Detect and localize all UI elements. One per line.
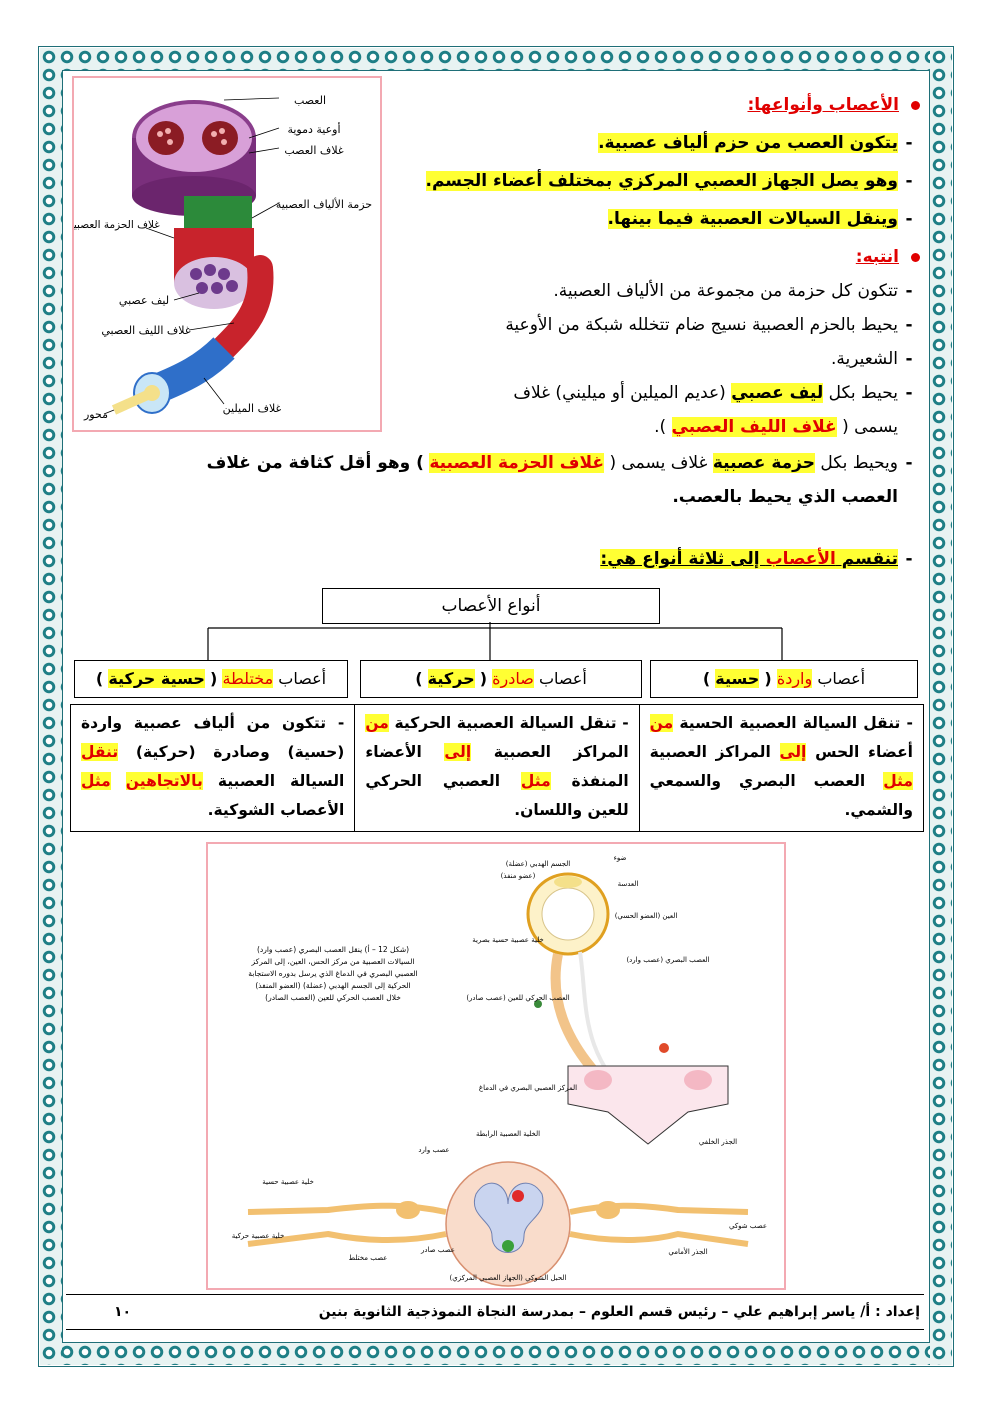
note-4-line2: العصب الذي يحيط بالعصب. xyxy=(672,487,898,507)
nerve-types-title: أنواع الأعصاب xyxy=(322,588,660,624)
desc-key: إلى xyxy=(779,743,807,761)
desc-text: أعضاء الحس xyxy=(815,743,913,761)
type-alias: حسية حركية xyxy=(108,669,205,688)
label-ciliary: الجسم الهدبي (عضلة) xyxy=(505,860,571,868)
note-4-term: حزمة عصبية xyxy=(712,453,815,473)
desc-text: تنقل السيالة العصبية الحسية xyxy=(679,714,901,732)
note-heading: انتبه: xyxy=(855,247,899,267)
note-2-a: يحيط بالحزم العصبية نسيج ضام تتخلله شبكة من الأوعية xyxy=(505,315,898,335)
type-name: واردة xyxy=(776,669,813,688)
desc-text: الأعضاء المنفذة xyxy=(365,743,629,790)
label-visual-center: المركز العصبي البصري في الدماغ xyxy=(478,1084,578,1092)
label-optic: العصب البصري (عصب وارد) xyxy=(626,956,710,964)
label-mixed: عصب مختلط xyxy=(348,1254,388,1262)
desc-key: تنقل xyxy=(81,743,119,761)
paren-close: ) xyxy=(95,669,104,688)
label-blood-vessels: أوعية دموية xyxy=(287,123,341,136)
division-pre: تنقسم xyxy=(835,549,898,569)
label-receptor: خلية عصبية حسية بصرية xyxy=(472,936,544,944)
page-footer xyxy=(66,1294,924,1330)
paren-open: ( xyxy=(764,669,772,688)
type-mixed xyxy=(74,660,348,698)
type-prefix: أعصاب xyxy=(538,669,587,688)
type-prefix: أعصاب xyxy=(817,669,866,688)
note-section xyxy=(505,240,920,444)
type-afferent xyxy=(650,660,918,698)
bullet-dot-icon xyxy=(911,101,920,110)
dash-icon: - xyxy=(905,209,913,229)
desc-efferent: - تنقل السيالة العصبية الحركية من المراكز العصبية إلى الأعضاء المنفذة مثل العصبي الحركي للعين واللسان. xyxy=(354,705,638,831)
label-dorsal-root: الجذر الخلفي xyxy=(698,1138,738,1146)
label-interneuron: الخلية العصبية الرابطة xyxy=(475,1130,541,1138)
intro-points xyxy=(426,126,921,236)
dash-icon: - xyxy=(905,171,913,191)
dash-icon: - xyxy=(905,281,913,301)
type-name: صادرة xyxy=(492,669,534,688)
desc-afferent: - تنقل السيالة العصبية الحسية من أعضاء الحس إلى المراكز العصبية مثل العصب البصري والسمعي والشمي. xyxy=(639,705,923,831)
division-post: إلى ثلاثة أنواع هي: xyxy=(600,549,766,569)
label-efferent: عصب صادر xyxy=(421,1246,455,1254)
page-content xyxy=(66,74,924,1338)
desc-text: السيالة العصبية xyxy=(217,772,345,790)
label-ventral-root: الجذر الأمامي xyxy=(668,1248,708,1256)
label-eye: العين (العضو الحسي) xyxy=(614,912,678,920)
label-afferent: عصب وارد xyxy=(418,1146,450,1154)
desc-key: مثل xyxy=(81,772,111,790)
label-axon: محور xyxy=(84,408,108,421)
type-prefix: أعصاب xyxy=(278,669,327,688)
label-effector: (عضو منفذ) xyxy=(500,872,536,880)
chart-connectors xyxy=(66,622,924,662)
paren-open: ( xyxy=(210,669,218,688)
note-3-term: ليف عصبي xyxy=(731,383,824,403)
desc-key: مثل xyxy=(883,772,913,790)
desc-text: تتكون من ألياف عصبية واردة (حسية) وصادرة (حركية) xyxy=(81,714,345,761)
note-4-section xyxy=(207,446,920,514)
desc-key: من xyxy=(649,714,674,732)
type-alias: حركية xyxy=(427,669,475,688)
intro-point: وهو يصل الجهاز العصبي المركزي بمختلف أعضاء الجسم. xyxy=(425,171,898,191)
intro-point: يتكون العصب من حزم ألياف عصبية. xyxy=(598,133,898,153)
dash-icon: - xyxy=(905,315,913,335)
label-nerve-fiber: ليف عصبي xyxy=(118,294,170,307)
label-motor-cell: خلية عصبية حركية xyxy=(231,1232,285,1240)
desc-text: الأعصاب الشوكية. xyxy=(207,801,345,819)
dash-icon: - xyxy=(905,349,913,369)
dash-icon: - xyxy=(905,453,913,473)
note-2-b: الشعيرية. xyxy=(830,349,898,369)
dash-icon: - xyxy=(905,549,913,569)
desc-mixed: - تتكون من ألياف عصبية واردة (حسية) وصادرة (حركية) تنقل السيالة العصبية بالاتجاهين مثل الأعصاب الشوكية. xyxy=(81,714,345,819)
heading-nerves: الأعصاب وأنواعها: xyxy=(747,95,899,115)
label-light: ضوء xyxy=(613,854,627,862)
nerve-pathways-diagram xyxy=(206,842,786,1290)
dash-icon: - xyxy=(905,383,913,403)
footer-author: إعداد : أ/ ياسر إبراهيم علي – رئيس قسم العلوم – بمدرسة النجاة النموذجية الثانوية بنين xyxy=(318,1304,920,1320)
label-bundle-sheath: غلاف الحزمة العصبية xyxy=(74,219,160,231)
dash-icon: - xyxy=(905,133,913,153)
desc-text: المراكز العصبية xyxy=(649,743,771,761)
nerve-structure-image xyxy=(72,76,382,432)
label-spinal-nerve: عصب شوكي xyxy=(729,1222,767,1230)
note-4-pre: ويحيط بكل xyxy=(820,453,898,473)
division-red: الأعصاب xyxy=(765,549,836,569)
paren-close: ) xyxy=(415,669,423,688)
desc-text: العصبي الحركي للعين واللسان. xyxy=(365,772,629,819)
note-3-pre2: يسمى ( xyxy=(842,417,898,437)
desc-text: المراكز العصبية xyxy=(493,743,629,761)
note-4-name: غلاف الحزمة العصبية xyxy=(429,453,605,473)
label-fiber-bundle: حزمة الألياف العصبية xyxy=(275,198,373,211)
paren-close: ) xyxy=(702,669,711,688)
label-nerve-sheath: غلاف العصب xyxy=(284,144,344,157)
diagram-caption: (شكل 12 – أ) ينقل العصب البصري (عصب وارد) السيالات العصبية من مركز الحس، العين، إلى المركز العصبي البصري في الدماغ الذي يرسل بدوره الاستجابة الحركية إلى الجسم الهدبي (عضلة) (العضو المنفذ) خلال العصب الحركي للعين (العصب الصادر) xyxy=(248,945,418,1002)
bullet-dot-icon xyxy=(911,253,920,262)
desc-key: من xyxy=(365,714,389,732)
division-line xyxy=(600,542,920,576)
label-lens: العدسة xyxy=(617,880,639,888)
paren-open: ( xyxy=(479,669,488,688)
type-efferent xyxy=(360,660,642,698)
intro-point: وينقل السيالات العصبية فيما بينها. xyxy=(607,209,898,229)
type-name: مختلطة xyxy=(222,669,274,688)
note-4-post: ) وهو أقل كثافة من غلاف xyxy=(206,453,424,473)
note-3-pre: يحيط بكل xyxy=(828,383,898,403)
label-sensory-cell: خلية عصبية حسية xyxy=(262,1178,314,1186)
note-3-post: ). xyxy=(654,417,667,437)
page-number: ١٠ xyxy=(114,1304,132,1320)
label-myelin-sheath: غلاف الميلين xyxy=(222,402,282,415)
note-4-mid: غلاف يسمى ( xyxy=(609,453,708,473)
label-nerve: العصب xyxy=(293,94,327,107)
section-heading xyxy=(747,88,920,122)
note-1: تتكون كل حزمة من مجموعة من الألياف العصبية. xyxy=(553,281,898,301)
desc-key: مثل xyxy=(520,772,551,790)
desc-text: العصب البصري والسمعي والشمي. xyxy=(649,772,913,819)
desc-key: إلى xyxy=(444,743,472,761)
note-3-mid: (عديم الميلين أو ميليني) غلاف xyxy=(513,383,726,403)
type-alias: حسية xyxy=(715,669,760,688)
label-fiber-sheath: غلاف الليف العصبي xyxy=(101,324,191,337)
label-spinal-cord: الحبل الشوكي (الجهاز العصبي المركزي) xyxy=(449,1274,567,1282)
label-oculomotor: العصب الحركي للعين (عصب صادر) xyxy=(466,994,570,1002)
note-3-name: غلاف الليف العصبي xyxy=(671,417,837,437)
nerve-types-description xyxy=(70,704,924,832)
desc-text: تنقل السيالة العصبية الحركية xyxy=(394,714,617,732)
desc-key: بالاتجاهين xyxy=(125,772,203,790)
